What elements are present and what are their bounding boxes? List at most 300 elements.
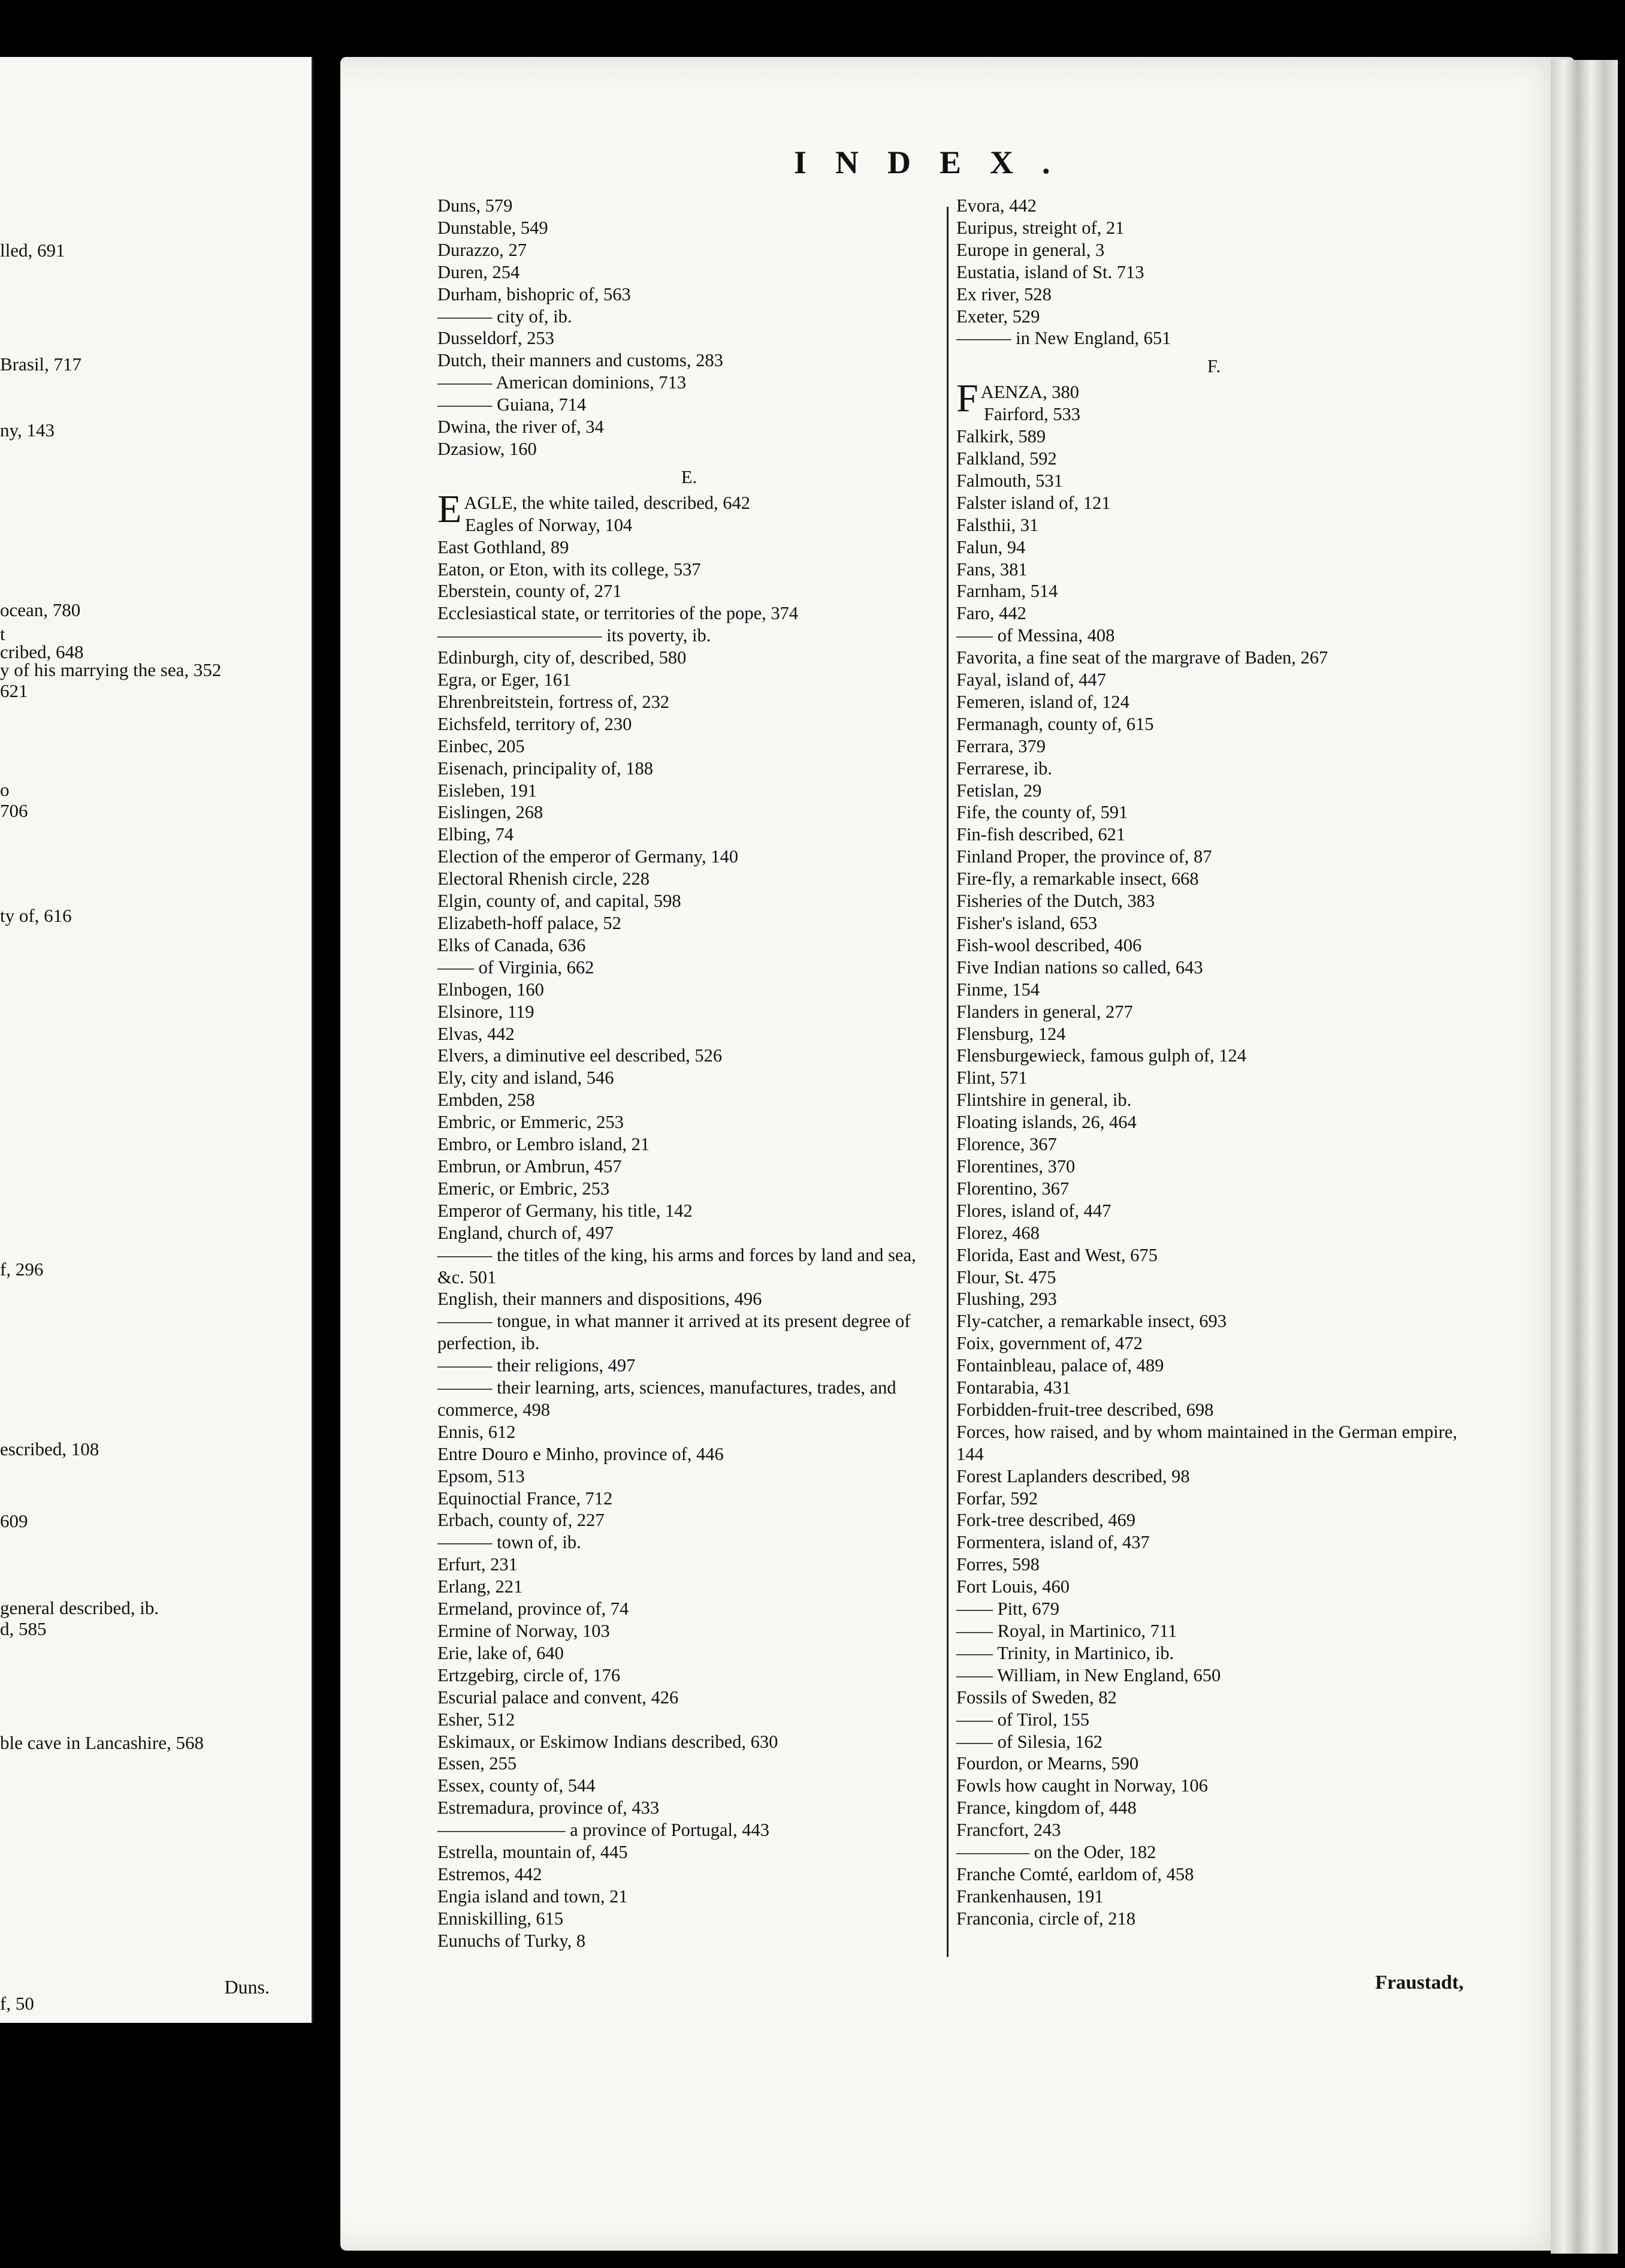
index-entry [437, 1488, 941, 1510]
index-entry [437, 580, 941, 602]
index-entry [956, 979, 1472, 1001]
entry-text: —— of Silesia, 162 [956, 1731, 1103, 1752]
index-entry [437, 239, 941, 261]
entry-text: Fontainbleau, palace of, 489 [956, 1355, 1164, 1376]
entry-text: East Gothland, 89 [437, 536, 569, 557]
entry-text: Erie, lake of, 640 [437, 1642, 564, 1663]
entry-text: Duns, 579 [437, 195, 513, 216]
entry-text: Falun, 94 [956, 536, 1026, 557]
left-page-fragment: y of his marrying the sea, 352 [0, 659, 222, 680]
index-entry [956, 625, 1472, 647]
entry-text: Eskimaux, or Eskimow Indians described, 630 [437, 1731, 778, 1752]
index-entry [437, 890, 941, 912]
entry-text: —— Trinity, in Martinico, ib. [956, 1642, 1174, 1663]
index-entry [956, 1310, 1472, 1332]
index-entry [437, 1731, 941, 1753]
entry-text: Elks of Canada, 636 [437, 934, 586, 955]
index-entry [437, 1687, 941, 1709]
entry-text: Franconia, circle of, 218 [956, 1908, 1135, 1929]
page-edge [1551, 60, 1618, 2254]
entry-text: Falsthii, 31 [956, 514, 1039, 535]
entry-text: Fourdon, or Mearns, 590 [956, 1753, 1139, 1774]
entry-text: Ermeland, province of, 74 [437, 1599, 629, 1619]
entry-text: Einbec, 205 [437, 735, 525, 756]
index-entry [956, 559, 1472, 581]
left-page-fragment: t [0, 623, 5, 644]
entry-text: Ferrarese, ib. [956, 758, 1053, 779]
entry-text: Ecclesiastical state, or territories of the pope, 374 [437, 603, 799, 624]
entry-text: Finme, 154 [956, 979, 1040, 1000]
entry-text: Ely, city and island, 546 [437, 1067, 614, 1088]
entry-text: Esher, 512 [437, 1709, 515, 1730]
entry-text: Embden, 258 [437, 1090, 535, 1111]
index-entry [956, 1775, 1472, 1797]
entry-text: ——— their religions, 497 [437, 1355, 636, 1376]
entry-text: ———— on the Oder, 182 [956, 1842, 1156, 1863]
entry-text: ——— American dominions, 713 [437, 372, 687, 393]
entry-text: Ennis, 612 [437, 1421, 516, 1442]
entry-text: Florence, 367 [956, 1134, 1057, 1155]
index-entry [437, 536, 941, 559]
entry-text: Fairford, 533 [984, 404, 1080, 425]
index-entry [437, 306, 941, 328]
entry-text: Essex, county of, 544 [437, 1775, 596, 1796]
entry-text: —— of Tirol, 155 [956, 1709, 1090, 1730]
index-entry [956, 536, 1472, 559]
index-entry [437, 1598, 941, 1620]
entry-text: Essen, 255 [437, 1753, 517, 1774]
left-page [0, 57, 313, 2023]
index-entry [437, 1863, 941, 1886]
index-entry [437, 372, 941, 394]
index-entry [956, 1576, 1472, 1598]
index-entry [437, 979, 941, 1001]
entry-text: Erlang, 221 [437, 1576, 523, 1597]
entry-text: Evora, 442 [956, 195, 1037, 216]
index-entry [437, 1908, 941, 1930]
index-entry [956, 824, 1472, 846]
index-entry [437, 1288, 941, 1310]
entry-text: Egra, or Eger, 161 [437, 669, 572, 690]
index-entry [437, 1310, 941, 1355]
left-page-fragment: d, 585 [0, 1618, 47, 1639]
entry-text: Femeren, island of, 124 [956, 691, 1129, 712]
entry-text: Fife, the county of, 591 [956, 802, 1128, 823]
entry-text: Eisleben, 191 [437, 780, 537, 801]
index-entry [956, 1421, 1472, 1465]
index-entry [956, 1023, 1472, 1045]
index-entry [437, 758, 941, 780]
entry-text: Eaton, or Eton, with its college, 537 [437, 559, 701, 580]
index-entry [437, 1377, 941, 1421]
index-entry [956, 1797, 1472, 1819]
entry-text: Emperor of Germany, his title, 142 [437, 1200, 693, 1221]
entry-text: —— Royal, in Martinico, 711 [956, 1621, 1177, 1641]
entry-text: Foix, government of, 472 [956, 1333, 1143, 1354]
index-entry [956, 1244, 1472, 1266]
index-entry [437, 1465, 941, 1488]
index-entry [437, 824, 941, 846]
index-entry [956, 1620, 1472, 1642]
entry-text: Forbidden-fruit-tree described, 698 [956, 1399, 1214, 1420]
index-column-1 [437, 195, 941, 1952]
entry-text: Fisheries of the Dutch, 383 [956, 891, 1155, 912]
entry-text: Fetislan, 29 [956, 780, 1042, 801]
entry-text: Election of the emperor of Germany, 140 [437, 846, 738, 867]
index-entry [956, 602, 1472, 625]
entry-text: Finland Proper, the province of, 87 [956, 846, 1212, 867]
entry-text: Fermanagh, county of, 615 [956, 713, 1154, 734]
index-entry [437, 261, 941, 284]
index-entry [437, 1045, 941, 1067]
index-entry [437, 1001, 941, 1023]
entry-text: Forest Laplanders described, 98 [956, 1465, 1190, 1486]
index-entry [437, 735, 941, 758]
index-entry [437, 559, 941, 581]
index-entry [437, 1797, 941, 1819]
index-entry [956, 1908, 1472, 1930]
entry-text: Fayal, island of, 447 [956, 669, 1106, 690]
index-entry [437, 647, 941, 669]
entry-text: ——— town of, ib. [437, 1532, 581, 1553]
entry-text: Dwina, the river of, 34 [437, 417, 604, 438]
index-entry [956, 957, 1472, 979]
index-entry [956, 1598, 1472, 1620]
entry-text: Eustatia, island of St. 713 [956, 261, 1144, 282]
index-entry [437, 1554, 941, 1576]
entry-text: Epsom, 513 [437, 1465, 525, 1486]
index-entry [956, 1687, 1472, 1709]
entry-text: AGLE, the white tailed, described, 642 [464, 492, 751, 513]
left-page-fragment: general described, ib. [0, 1597, 159, 1618]
entry-text: Florentines, 370 [956, 1156, 1076, 1177]
entry-text: Eislingen, 268 [437, 802, 543, 823]
index-entry [437, 1819, 941, 1841]
index-entry [956, 1133, 1472, 1156]
index-entry [956, 261, 1472, 284]
entry-text: Ex river, 528 [956, 284, 1052, 304]
entry-text: Embrun, or Ambrun, 457 [437, 1156, 622, 1177]
entry-text: Edinburgh, city of, described, 580 [437, 647, 687, 668]
entry-text: Flushing, 293 [956, 1289, 1057, 1310]
index-entry [956, 580, 1472, 602]
index-entry [956, 1089, 1472, 1111]
index-entry [956, 1488, 1472, 1510]
index-entry [956, 758, 1472, 780]
index-entry [437, 669, 941, 691]
index-entry [956, 1819, 1472, 1841]
entry-text: Escurial palace and convent, 426 [437, 1687, 679, 1708]
entry-text: Erfurt, 231 [437, 1554, 518, 1575]
index-entry [956, 1222, 1472, 1244]
index-entry [956, 1001, 1472, 1023]
left-page-fragment: 609 [0, 1510, 28, 1531]
index-entry [437, 416, 941, 438]
index-entry [956, 1355, 1472, 1377]
index-entry [956, 1178, 1472, 1200]
entry-text: Estremos, 442 [437, 1863, 542, 1884]
entry-text: Fin-fish described, 621 [956, 824, 1126, 845]
index-entry [437, 1111, 941, 1133]
index-entry [956, 492, 1472, 514]
index-entry [437, 713, 941, 735]
index-entry [437, 195, 941, 217]
entry-text: Erbach, county of, 227 [437, 1510, 605, 1531]
index-entry [956, 1841, 1472, 1863]
entry-text: Ehrenbreitstein, fortress of, 232 [437, 691, 670, 712]
left-page-fragment: 621 [0, 680, 28, 701]
index-entry [956, 801, 1472, 824]
entry-text: Flintshire in general, ib. [956, 1090, 1132, 1111]
section-letter: F. [1207, 356, 1221, 377]
index-entry [437, 284, 941, 306]
index-entry [956, 846, 1472, 868]
entry-text: AENZA, 380 [980, 382, 1080, 403]
entry-text: Falster island of, 121 [956, 492, 1111, 513]
entry-text: Formentera, island of, 437 [956, 1532, 1150, 1553]
entry-text: Forfar, 592 [956, 1488, 1038, 1509]
entry-text: Fort Louis, 460 [956, 1576, 1070, 1597]
entry-text: Fontarabia, 431 [956, 1377, 1071, 1398]
entry-text: Floating islands, 26, 464 [956, 1112, 1137, 1133]
index-entry [437, 1709, 941, 1731]
entry-text: Elizabeth-hoff palace, 52 [437, 913, 621, 933]
right-catchword: Fraustadt, [1375, 1972, 1464, 1993]
index-entry [956, 470, 1472, 492]
left-page-fragment: f, 296 [0, 1259, 44, 1280]
entry-text: —— of Virginia, 662 [437, 957, 594, 978]
entry-text: ——— the titles of the king, his arms and forces by land and sea, &c. 501 [437, 1244, 916, 1287]
entry-text: Elgin, county of, and capital, 598 [437, 891, 681, 912]
index-entry [956, 1156, 1472, 1178]
index-entry [956, 1399, 1472, 1421]
index-entry [437, 1089, 941, 1111]
index-entry [437, 438, 941, 460]
entry-text: ——————— a province of Portugal, 443 [437, 1820, 770, 1841]
index-entry [956, 691, 1472, 713]
index-entry [437, 1222, 941, 1244]
entry-text: Entre Douro e Minho, province of, 446 [437, 1443, 724, 1464]
entry-text: Elvers, a diminutive eel described, 526 [437, 1045, 723, 1066]
left-page-fragment: lled, 691 [0, 240, 65, 261]
index-entry [956, 1863, 1472, 1886]
index-entry [437, 1620, 941, 1642]
index-entry [956, 735, 1472, 758]
index-entry [437, 1156, 941, 1178]
left-page-fragment: escribed, 108 [0, 1438, 99, 1459]
entry-text: Equinoctial France, 712 [437, 1488, 613, 1509]
index-entry [956, 306, 1472, 328]
entry-text: Estrella, mountain of, 445 [437, 1842, 628, 1863]
index-entry [437, 349, 941, 372]
index-entry [437, 1023, 941, 1045]
entry-text: Flensburg, 124 [956, 1023, 1066, 1044]
entry-text: Eisenach, principality of, 188 [437, 758, 653, 779]
index-entry [956, 647, 1472, 669]
index-entry [437, 1200, 941, 1222]
index-entry [956, 890, 1472, 912]
entry-text: English, their manners and dispositions, 496 [437, 1289, 762, 1310]
index-entry [437, 691, 941, 713]
index-entry [437, 602, 941, 625]
entry-text: Fossils of Sweden, 82 [956, 1687, 1117, 1708]
index-entry [437, 1355, 941, 1377]
entry-text: Dutch, their manners and customs, 283 [437, 350, 723, 371]
entry-text: Elbing, 74 [437, 824, 514, 845]
index-entry [956, 669, 1472, 691]
index-entry [956, 1509, 1472, 1531]
index-entry [437, 1576, 941, 1598]
left-page-fragment: ble cave in Lancashire, 568 [0, 1732, 204, 1753]
entry-text: Franche Comté, earldom of, 458 [956, 1863, 1194, 1884]
entry-text: Estremadura, province of, 433 [437, 1797, 660, 1818]
entry-text: Dzasiow, 160 [437, 438, 537, 459]
entry-text: —— Pitt, 679 [956, 1599, 1060, 1619]
entry-text: —— William, in New England, 650 [956, 1664, 1221, 1685]
index-entry [956, 514, 1472, 536]
entry-text: Enniskilling, 615 [437, 1908, 564, 1929]
left-page-fragment: f, 50 [0, 1993, 34, 2014]
index-entry [956, 1709, 1472, 1731]
index-entry [437, 934, 941, 957]
entry-text: Eichsfeld, territory of, 230 [437, 713, 632, 734]
left-page-fragment: ocean, 780 [0, 599, 81, 620]
entry-text: Forces, how raised, and by whom maintained in the German empire, 144 [956, 1421, 1457, 1464]
index-entry [437, 1421, 941, 1443]
entry-text: Flanders in general, 277 [956, 1001, 1133, 1022]
left-page-fragment: 706 [0, 800, 28, 821]
entry-text: Dusseldorf, 253 [437, 328, 554, 349]
index-entry [956, 1067, 1472, 1089]
index-entry [956, 1266, 1472, 1289]
entry-text: Faro, 442 [956, 603, 1026, 624]
index-entry [956, 1531, 1472, 1554]
index-entry [956, 1288, 1472, 1310]
drop-cap: E [437, 487, 462, 531]
entry-text: Flores, island of, 447 [956, 1200, 1111, 1221]
entry-text: ————————— its poverty, ib. [437, 625, 711, 646]
entry-text: Flensburgewieck, famous gulph of, 124 [956, 1045, 1246, 1066]
left-page-fragment: ny, 143 [0, 420, 55, 441]
index-entry [956, 403, 1472, 426]
entry-text: Elsinore, 119 [437, 1001, 534, 1022]
index-entry [437, 846, 941, 868]
entry-text: Fire-fly, a remarkable insect, 668 [956, 868, 1199, 889]
index-entry [437, 217, 941, 239]
entry-text: Electoral Rhenish circle, 228 [437, 868, 650, 889]
entry-text: Florentino, 367 [956, 1178, 1070, 1199]
entry-text: Engia island and town, 21 [437, 1886, 628, 1907]
index-entry [437, 1664, 941, 1687]
index-entry [437, 868, 941, 890]
entry-text: France, kingdom of, 448 [956, 1797, 1137, 1818]
entry-text: Euripus, streight of, 21 [956, 217, 1125, 238]
index-entry [956, 1642, 1472, 1664]
entry-text: Durham, bishopric of, 563 [437, 284, 631, 304]
index-entry [437, 1841, 941, 1863]
drop-cap: F [956, 376, 978, 421]
entry-text: Eunuchs of Turky, 8 [437, 1930, 586, 1951]
entry-text: Embric, or Emmeric, 253 [437, 1112, 624, 1133]
entry-text: Fly-catcher, a remarkable insect, 693 [956, 1311, 1227, 1332]
index-entry [437, 957, 941, 979]
entry-text: Eagles of Norway, 104 [465, 514, 633, 535]
index-entry [956, 868, 1472, 890]
section-letter: E. [681, 466, 697, 487]
entry-text: Frankenhausen, 191 [956, 1886, 1104, 1907]
entry-text: Fork-tree described, 469 [956, 1510, 1135, 1531]
index-entry [437, 912, 941, 934]
index-entry [956, 1332, 1472, 1355]
entry-text: Eberstein, county of, 271 [437, 581, 622, 602]
index-entry [956, 195, 1472, 217]
entry-text: Forres, 598 [956, 1554, 1040, 1575]
entry-text: Emeric, or Embric, 253 [437, 1178, 610, 1199]
entry-text: Florez, 468 [956, 1222, 1040, 1243]
column-divider [947, 207, 949, 1957]
entry-text: Fisher's island, 653 [956, 913, 1098, 933]
index-entry [956, 934, 1472, 957]
index-entry [437, 625, 941, 647]
entry-text: ——— tongue, in what manner it arrived at its present degree of perfection, ib. [437, 1311, 911, 1354]
index-entry [437, 1531, 941, 1554]
index-entry [956, 1465, 1472, 1488]
left-page-fragment: Brasil, 717 [0, 354, 82, 375]
index-entry [956, 1753, 1472, 1775]
left-page-fragment: o [0, 779, 10, 800]
entry-text: Falmouth, 531 [956, 470, 1063, 491]
index-entry [956, 448, 1472, 470]
index-entry [437, 327, 941, 349]
entry-text: Exeter, 529 [956, 306, 1040, 327]
index-entry [956, 1731, 1472, 1753]
entry-text: Fans, 381 [956, 559, 1028, 580]
index-entry [956, 780, 1472, 802]
index-entry [956, 1377, 1472, 1399]
index-entry [437, 1443, 941, 1465]
entry-text: Florida, East and West, 675 [956, 1244, 1158, 1265]
index-entry [437, 1642, 941, 1664]
index-entry [437, 780, 941, 802]
entry-text: ——— Guiana, 714 [437, 394, 587, 415]
entry-text: Francfort, 243 [956, 1820, 1061, 1841]
entry-text: Embro, or Lembro island, 21 [437, 1134, 650, 1155]
entry-text: Ermine of Norway, 103 [437, 1621, 610, 1641]
entry-text: ——— their learning, arts, sciences, manufactures, trades, and commerce, 498 [437, 1377, 896, 1420]
entry-text: Flour, St. 475 [956, 1266, 1056, 1287]
index-entry [956, 1664, 1472, 1687]
entry-text: Dunstable, 549 [437, 217, 548, 238]
left-page-fragment: ty of, 616 [0, 905, 72, 926]
entry-text: Elnbogen, 160 [437, 979, 544, 1000]
index-entry [956, 239, 1472, 261]
index-entry [437, 1930, 941, 1952]
index-entry [956, 426, 1472, 448]
index-entry [437, 1886, 941, 1908]
index-column-2 [956, 195, 1472, 1930]
index-entry [956, 912, 1472, 934]
index-entry [956, 284, 1472, 306]
entry-text: England, church of, 497 [437, 1222, 614, 1243]
entry-text: Duren, 254 [437, 261, 520, 282]
entry-text: Five Indian nations so called, 643 [956, 957, 1203, 978]
entry-text: Flint, 571 [956, 1067, 1028, 1088]
entry-text: —— of Messina, 408 [956, 625, 1115, 646]
left-page-fragment: cribed, 648 [0, 641, 84, 662]
index-entry [956, 1200, 1472, 1222]
index-entry [956, 713, 1472, 735]
index-entry [437, 394, 941, 416]
